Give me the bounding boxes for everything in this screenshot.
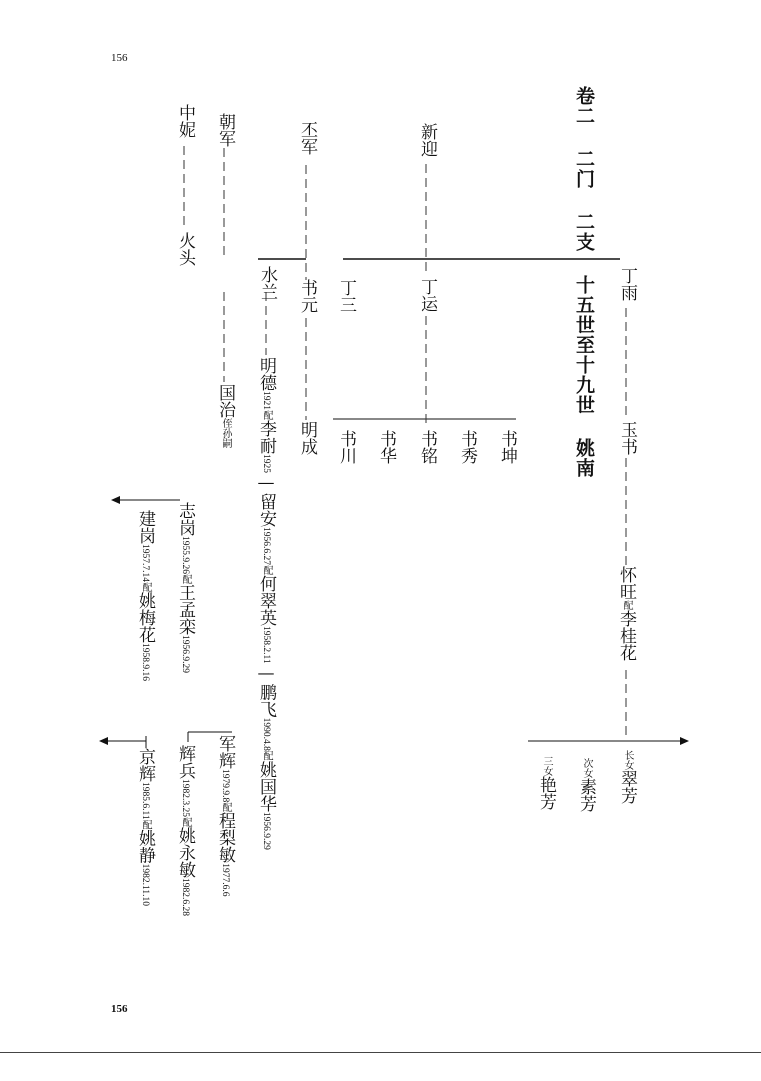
spouse-liuan: 何翠英 <box>256 575 276 626</box>
spouse-birth-jiangang: 1958.9.16 <box>140 643 150 681</box>
pei-junhui: 配 <box>220 802 231 813</box>
huibing-line <box>176 745 193 916</box>
guozhi-entry <box>216 384 233 448</box>
name-dingyu: 丁雨 <box>617 267 637 301</box>
page-number-top: 156 <box>111 52 128 64</box>
name-zhongni: 中妮 <box>175 104 195 138</box>
pei-zhigang: 配 <box>180 574 191 584</box>
name-shuxiu: 书秀 <box>457 430 477 464</box>
daughter-2-label: 次女 <box>581 758 592 778</box>
daughter-3-name: 艳芳 <box>536 776 556 810</box>
name-shuilan: 水兰 <box>257 266 277 300</box>
spouse-birth-zhigang: 1956.9.29 <box>180 635 190 673</box>
spouse-birth-huibing: 1982.6.28 <box>180 878 190 916</box>
name-pengfei: 鹏飞 <box>256 683 276 718</box>
pei-huibing: 配 <box>180 817 191 827</box>
daughter-1-label: 长女 <box>622 750 633 770</box>
name-shuyuan: 书元 <box>297 279 317 313</box>
spouse-junhui: 程梨敏 <box>215 812 235 864</box>
mingde-line: 明德1921配李耐1925—留安1956.6.27配何翠英1958.2.11—鹏飞1990.4.8配姚国华1956.9.29 <box>256 357 276 850</box>
spouse-pengfei: 姚国华 <box>256 760 276 812</box>
name-dingyun: 丁运 <box>417 278 437 312</box>
name-huaiwang: 怀旺 <box>616 566 636 600</box>
birth-pengfei: 1990.4.8 <box>261 717 271 751</box>
junhui-line <box>216 735 233 897</box>
name-liuan: 留安 <box>256 493 276 527</box>
birth-junhui: 1979.9.8 <box>220 769 230 803</box>
name-shukun: 书坤 <box>497 430 517 464</box>
name-mingde: 明德 <box>256 357 276 391</box>
daughter-3 <box>537 756 554 810</box>
jinghui-line <box>136 748 153 906</box>
name-jiangang: 建岗 <box>135 510 155 544</box>
name-xinying: 新迎 <box>417 123 437 157</box>
spouse-mingde: 李耐 <box>256 420 276 454</box>
zhigang-line <box>176 502 193 673</box>
daughter-1 <box>618 750 635 804</box>
birth-huibing: 1982.3.25 <box>180 779 190 817</box>
name-chaojun: 朝军 <box>215 113 235 147</box>
pei-jiangang: 配 <box>140 582 151 592</box>
name-shuming: 书铭 <box>417 430 437 464</box>
name-huotou: 火头 <box>175 232 195 266</box>
spouse-zhigang: 王孟栾 <box>175 584 195 635</box>
spouse-birth-junhui: 1977.6.6 <box>220 863 230 897</box>
name-junhui: 军辉 <box>215 735 235 769</box>
daughter-2 <box>577 758 594 812</box>
name-yushu: 玉书 <box>617 421 637 455</box>
huaiwang-entry <box>617 566 634 661</box>
spouse-birth-pengfei: 1956.9.29 <box>261 811 271 850</box>
birth-jinghui: 1985.6.11 <box>140 782 150 820</box>
name-mingcheng: 明成 <box>297 421 317 455</box>
birth-liuan: 1956.6.27 <box>261 527 271 565</box>
pei-mingde: 配 <box>261 410 272 420</box>
spouse-jinghui: 姚静 <box>135 829 155 864</box>
page-title: 卷二 二门 二支 十五世至十九世 姚南 <box>573 86 595 478</box>
pei-jinghui: 配 <box>140 819 151 830</box>
daughter-1-name: 翠芳 <box>617 770 637 804</box>
spouse-birth-jinghui: 1982.11.10 <box>140 863 150 907</box>
name-pijun: 丕军 <box>297 121 317 155</box>
name-dingsan: 丁三 <box>336 279 356 313</box>
name-shuhua: 书华 <box>376 430 396 464</box>
daughter-3-label: 三女 <box>541 756 552 776</box>
pei-huaiwang: 配 <box>621 600 632 610</box>
spouse-birth-liuan: 1958.2.11 <box>261 626 271 664</box>
birth-zhigang: 1955.9.26 <box>180 536 190 574</box>
pei-pengfei: 配 <box>261 750 272 761</box>
spouse-jiangang: 姚梅花 <box>135 592 155 643</box>
name-guozhi: 国治 <box>215 384 235 418</box>
jiangang-line <box>136 510 153 681</box>
name-zhigang: 志岗 <box>175 502 195 536</box>
name-shuchuan: 书川 <box>336 430 356 464</box>
daughter-2-name: 素芳 <box>576 778 596 812</box>
birth-mingde: 1921 <box>261 391 271 410</box>
spouse-birth-mingde: 1925 <box>261 454 271 473</box>
page-number-bottom: 156 <box>111 1003 128 1015</box>
birth-jiangang: 1957.7.14 <box>140 544 150 582</box>
spouse-huaiwang: 李桂花 <box>616 610 636 661</box>
spouse-huibing: 姚永敏 <box>175 827 195 878</box>
pei-liuan: 配 <box>261 565 272 575</box>
name-jinghui: 京辉 <box>135 748 155 782</box>
note-guozhi: 侄孙嗣 <box>220 418 231 448</box>
name-huibing: 辉兵 <box>175 745 195 779</box>
